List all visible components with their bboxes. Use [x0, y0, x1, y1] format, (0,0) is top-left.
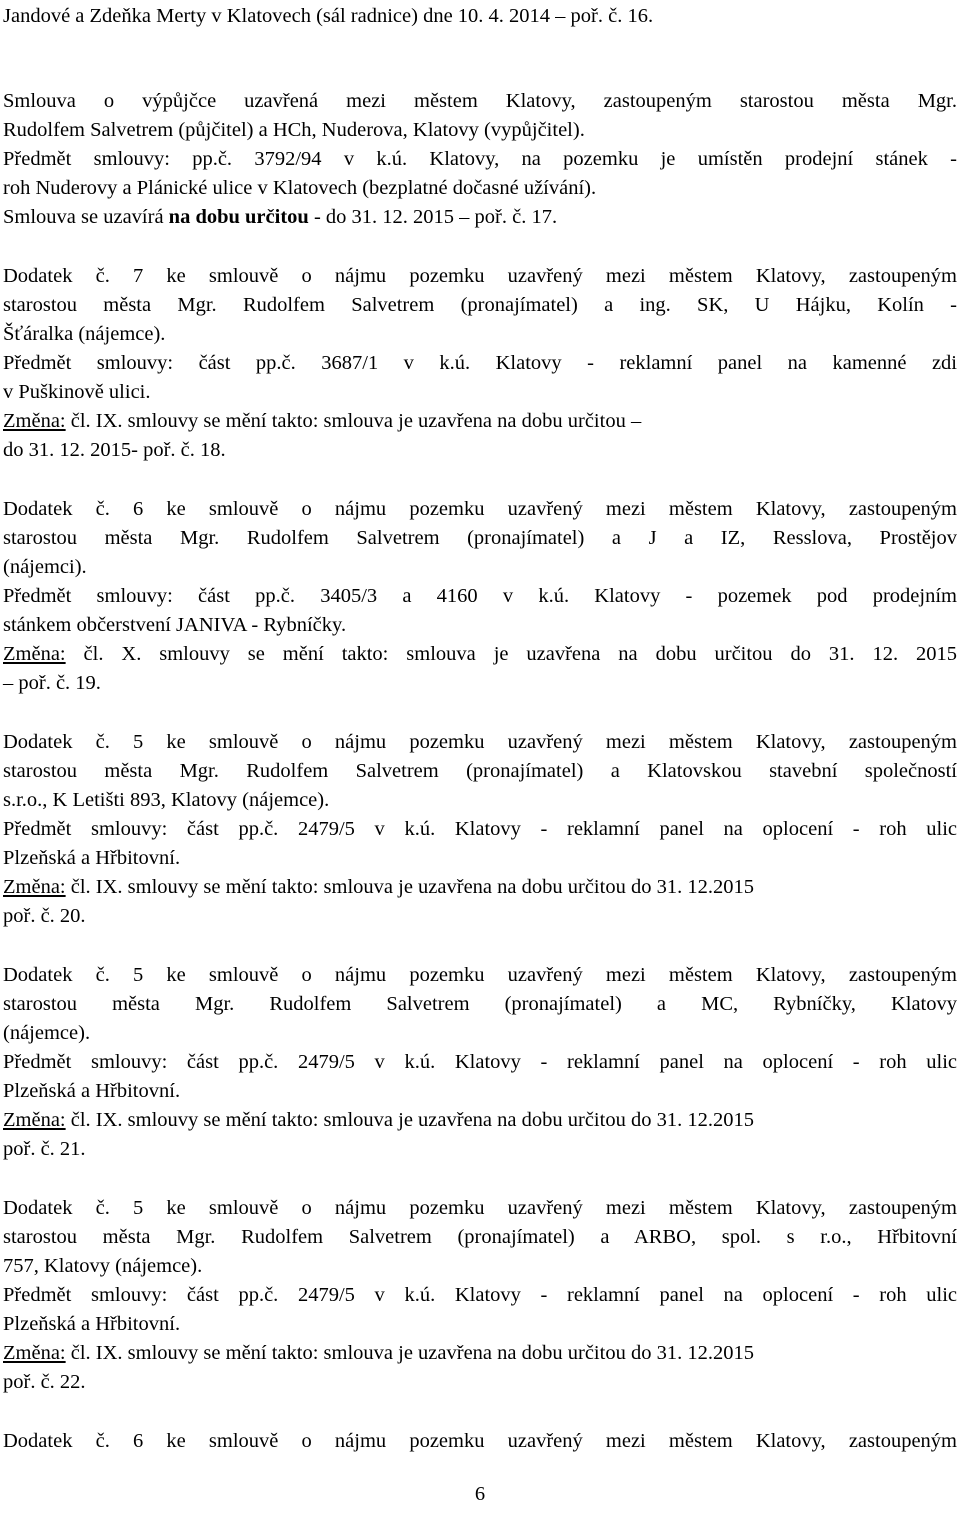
p5-line-4: Předmět smlouvy: část pp.č. 2479/5 v k.ú. Klatovy - reklamní panel na oplocení - roh ulic [3, 1051, 957, 1073]
p6-line-3: 757, Klatovy (nájemce). [3, 1255, 203, 1277]
p2-line-6 [3, 407, 957, 436]
p4-line-3: s.r.o., K Letišti 893, Klatovy (nájemce). [3, 789, 330, 811]
p6-line-6 [3, 1339, 957, 1368]
p5-line-2: starostou města Mgr. Rudolfem Salvetrem (pronajímatel) a MC, Rybníčky, Klatovy [3, 993, 957, 1015]
p2-line-1: Dodatek č. 7 ke smlouvě o nájmu pozemku uzavřený mezi městem Klatovy, zastoupeným [3, 265, 957, 287]
p3-line-6-text: čl. X. smlouvy se mění takto: smlouva je uzavřena na dobu určitou do 31. 12. 2015 [65, 643, 957, 665]
p1-term-bold: na dobu určitou [168, 206, 309, 228]
p5-line-6 [3, 1106, 957, 1135]
p6-line-4: Předmět smlouvy: část pp.č. 2479/5 v k.ú. Klatovy - reklamní panel na oplocení - roh ulic [3, 1284, 957, 1306]
p3-line-2: starostou města Mgr. Rudolfem Salvetrem (pronajímatel) a J a IZ, Resslova, Prostějov [3, 527, 957, 549]
p1-line-1: Smlouva o výpůjčce uzavřená mezi městem Klatovy, zastoupeným starostou města Mgr. [3, 90, 957, 112]
p1-line-5 [3, 203, 957, 232]
p4-line-6 [3, 873, 957, 902]
p6-line-7: poř. č. 22. [3, 1371, 86, 1393]
p6-line-6-text: čl. IX. smlouvy se mění takto: smlouva je uzavřena na dobu určitou do 31. 12.2015 [65, 1342, 754, 1364]
p1-line-2: Rudolfem Salvetrem (půjčitel) a HCh, Nuderova, Klatovy (vypůjčitel). [3, 119, 585, 141]
p2-line-6-text: čl. IX. smlouvy se mění takto: smlouva je uzavřena na dobu určitou – [65, 410, 642, 432]
p4-line-6-text: čl. IX. smlouvy se mění takto: smlouva je uzavřena na dobu určitou do 31. 12.2015 [65, 876, 754, 898]
p5-line-3: (nájemce). [3, 1022, 91, 1044]
p4-line-4: Předmět smlouvy: část pp.č. 2479/5 v k.ú. Klatovy - reklamní panel na oplocení - roh ulic [3, 818, 957, 840]
p3-line-6 [3, 640, 957, 669]
p2-line-3: Šťáralka (nájemce). [3, 323, 166, 345]
p6-change-label: Změna: [3, 1342, 66, 1364]
p3-line-4: Předmět smlouvy: část pp.č. 3405/3 a 4160 v k.ú. Klatovy - pozemek pod prodejním [3, 585, 957, 607]
p5-change-label: Změna: [3, 1109, 66, 1131]
p6-line-1: Dodatek č. 5 ke smlouvě o nájmu pozemku uzavřený mezi městem Klatovy, zastoupeným [3, 1197, 957, 1219]
p4-line-1: Dodatek č. 5 ke smlouvě o nájmu pozemku uzavřený mezi městem Klatovy, zastoupeným [3, 731, 957, 753]
p2-line-5: v Puškinově ulici. [3, 381, 151, 403]
p2-line-4: Předmět smlouvy: část pp.č. 3687/1 v k.ú. Klatovy - reklamní panel na kamenné zdi [3, 352, 957, 374]
header-line: Jandové a Zdeňka Merty v Klatovech (sál radnice) dne 10. 4. 2014 – poř. č. 16. [3, 5, 654, 27]
p7-line-1: Dodatek č. 6 ke smlouvě o nájmu pozemku uzavřený mezi městem Klatovy, zastoupeným [3, 1430, 957, 1452]
p1-line-4: roh Nuderovy a Plánické ulice v Klatovech (bezplatné dočasné užívání). [3, 177, 597, 199]
p3-line-7: – poř. č. 19. [3, 672, 101, 694]
p4-line-5: Plzeňská a Hřbitovní. [3, 847, 181, 869]
p1-line-5-c: - do 31. 12. 2015 – poř. č. 17. [308, 206, 558, 228]
p5-line-1: Dodatek č. 5 ke smlouvě o nájmu pozemku uzavřený mezi městem Klatovy, zastoupeným [3, 964, 957, 986]
p6-line-2: starostou města Mgr. Rudolfem Salvetrem (pronajímatel) a ARBO, spol. s r.o., Hřbitovní [3, 1226, 957, 1248]
p2-line-2: starostou města Mgr. Rudolfem Salvetrem (pronajímatel) a ing. SK, U Hájku, Kolín - [3, 294, 957, 316]
p6-line-5: Plzeňská a Hřbitovní. [3, 1313, 181, 1335]
p1-line-3: Předmět smlouvy: pp.č. 3792/94 v k.ú. Klatovy, na pozemku je umístěn prodejní stánek - [3, 148, 957, 170]
page-number: 6 [474, 1483, 486, 1505]
p3-change-label: Změna: [3, 643, 66, 665]
p4-change-label: Změna: [3, 876, 66, 898]
p4-line-7: poř. č. 20. [3, 905, 86, 927]
p4-line-2: starostou města Mgr. Rudolfem Salvetrem (pronajímatel) a Klatovskou stavební společností [3, 760, 957, 782]
p3-line-3: (nájemci). [3, 556, 87, 578]
p2-line-7: do 31. 12. 2015- poř. č. 18. [3, 439, 226, 461]
p5-line-6-text: čl. IX. smlouvy se mění takto: smlouva je uzavřena na dobu určitou do 31. 12.2015 [65, 1109, 754, 1131]
p5-line-7: poř. č. 21. [3, 1138, 86, 1160]
p3-line-1: Dodatek č. 6 ke smlouvě o nájmu pozemku uzavřený mezi městem Klatovy, zastoupeným [3, 498, 957, 520]
p3-line-5: stánkem občerstvení JANIVA - Rybníčky. [3, 614, 347, 636]
p1-line-5-a: Smlouva se uzavírá [3, 206, 169, 228]
p5-line-5: Plzeňská a Hřbitovní. [3, 1080, 181, 1102]
p2-change-label: Změna: [3, 410, 66, 432]
